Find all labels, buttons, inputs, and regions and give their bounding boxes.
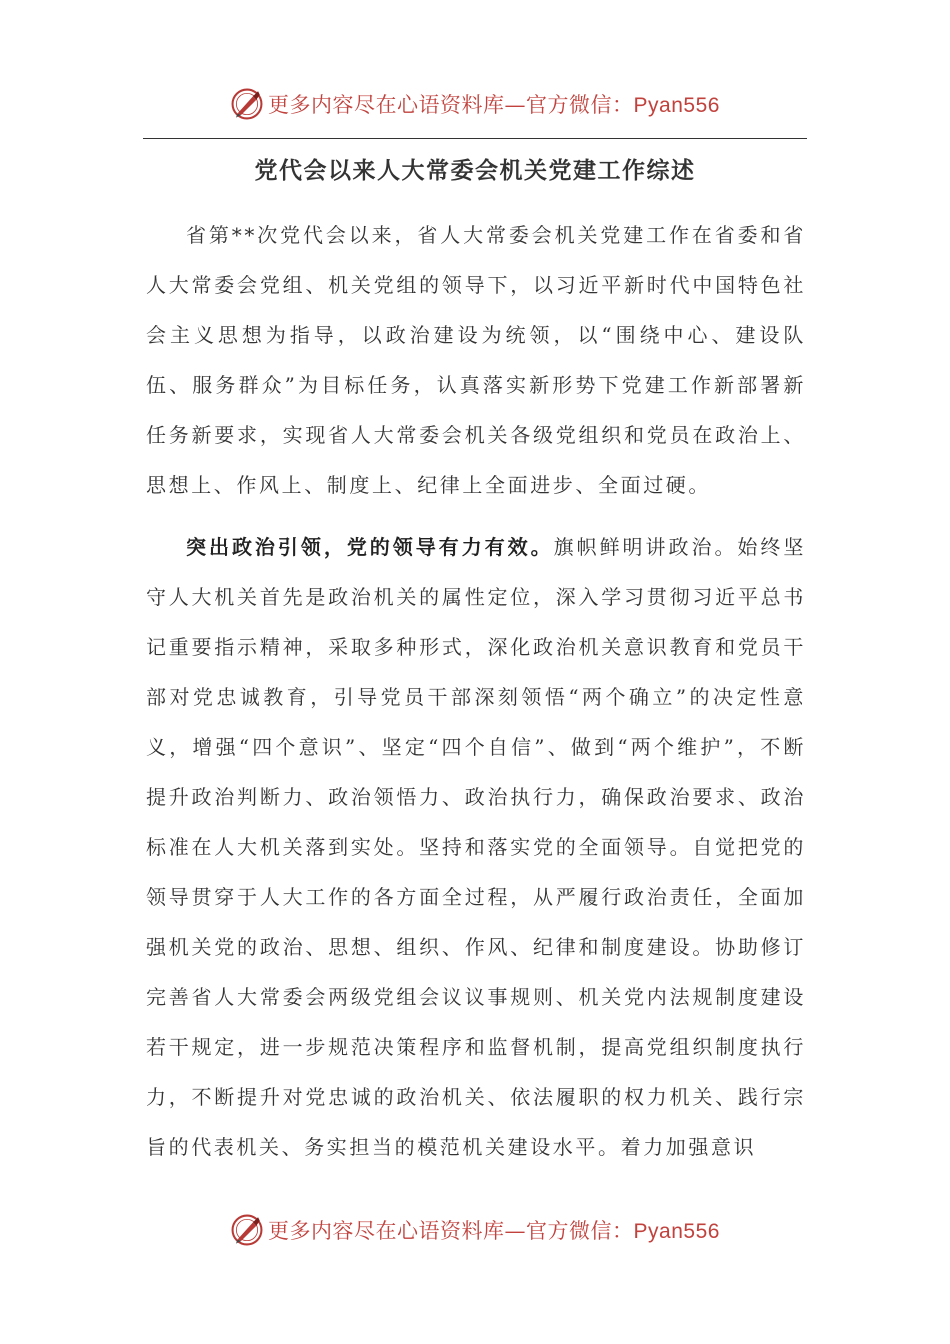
header-banner bbox=[0, 84, 950, 124]
banner-wechat-id: Pyan556 bbox=[633, 1220, 720, 1243]
banner-wechat-id: Pyan556 bbox=[633, 94, 720, 117]
paragraph-political-leadership bbox=[146, 522, 806, 1172]
pen-logo-icon bbox=[230, 87, 264, 121]
document-body bbox=[146, 210, 806, 1172]
banner-text bbox=[268, 1215, 720, 1245]
paragraph-intro bbox=[146, 210, 806, 510]
paragraph-political-leadership-text: 旗帜鲜明讲政治。始终坚守人大机关首先是政治机关的属性定位，深入学习贯彻习近平总书记重要指示精神，采取多种形式，深化政治机关意识教育和党员干部对党忠诚教育，引导党员干部深刻领悟“两个确立”的决定性意义，增强“四个意识”、坚定“四个自信”、做到“两个维护”，不断提升政治判断力、政治领悟力、政治执行力，确保政治要求、政治标准在人大机关落到实处。坚持和落实党的全面领导。自觉把党的领导贯穿于人大工作的各方面全过程，从严履行政治责任，全面加强机关党的政治、思想、组织、作风、纪律和制度建设。协助修订完善省人大常委会两级党组会议议事规则、机关党内法规制度建设若干规定，进一步规范决策程序和监督机制，提高党组织制度执行力，不断提升对党忠诚的政治机关、依法履职的权力机关、践行宗旨的代表机关、务实担当的模范机关建设水平。着力加强意识 bbox=[146, 535, 806, 1159]
paragraph-intro-text: 省第**次党代会以来，省人大常委会机关党建工作在省委和省人大常委会党组、机关党组的领导下，以习近平新时代中国特色社会主义思想为指导，以政治建设为统领，以“围绕中心、建设队伍、服务群众”为目标任务，认真落实新形势下党建工作新部署新任务新要求，实现省人大常委会机关各级党组织和党员在政治上、思想上、作风上、制度上、纪律上全面进步、全面过硬。 bbox=[146, 223, 806, 497]
header-divider bbox=[143, 138, 807, 139]
footer-banner bbox=[0, 1210, 950, 1250]
banner-text-cn: 更多内容尽在心语资料库—官方微信： bbox=[268, 93, 634, 117]
banner-text bbox=[268, 89, 720, 119]
pen-logo-icon bbox=[230, 1213, 264, 1247]
document-title: 党代会以来人大常委会机关党建工作综述 bbox=[254, 158, 696, 184]
banner-text-cn: 更多内容尽在心语资料库—官方微信： bbox=[268, 1219, 634, 1243]
paragraph-lead-heading: 突出政治引领，党的领导有力有效。 bbox=[186, 535, 554, 559]
